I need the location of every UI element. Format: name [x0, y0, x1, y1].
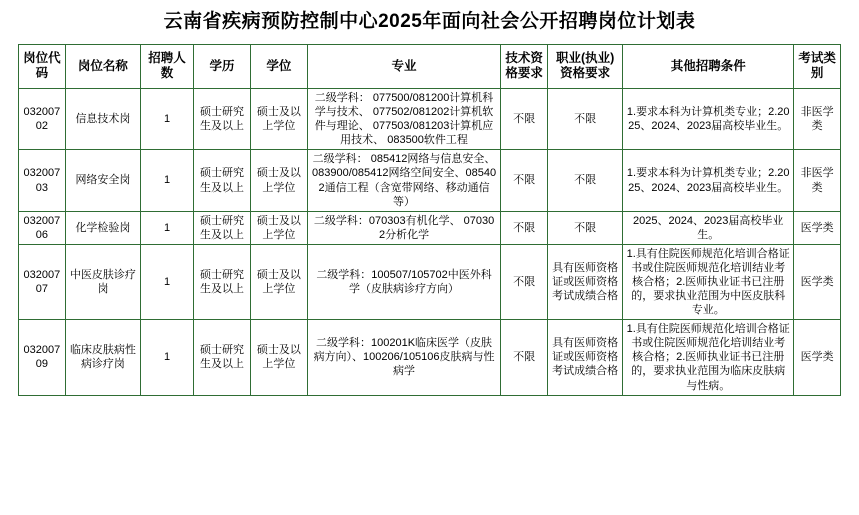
cell-degree: 硕士及以上学位	[250, 244, 307, 319]
table-row	[19, 320, 841, 395]
recruitment-plan-table	[18, 44, 841, 396]
column-header-tech-requirement: 技术资格要求	[501, 44, 548, 88]
cell-number: 1	[141, 211, 194, 244]
cell-professional-requirement: 不限	[547, 211, 622, 244]
cell-other-requirements: 1.具有住院医师规范化培训合格证书或住院医师规范化培训结业考核合格；2.医师执业证书已注册的，要求执业范围为临床皮肤病与性病。	[623, 320, 794, 395]
cell-tech-requirement: 不限	[501, 320, 548, 395]
column-header-professional-requirement: 职业(执业)资格要求	[547, 44, 622, 88]
cell-exam-category: 医学类	[794, 320, 841, 395]
cell-number: 1	[141, 320, 194, 395]
column-header-name: 岗位名称	[65, 44, 140, 88]
cell-tech-requirement: 不限	[501, 89, 548, 150]
column-header-code: 岗位代码	[19, 44, 66, 88]
cell-other-requirements: 1.要求本科为计算机类专业；2.2025、2024、2023届高校毕业生。	[623, 89, 794, 150]
cell-number: 1	[141, 89, 194, 150]
table-row	[19, 244, 841, 319]
cell-tech-requirement: 不限	[501, 150, 548, 211]
cell-degree: 硕士及以上学位	[250, 89, 307, 150]
cell-education: 硕士研究生及以上	[193, 211, 250, 244]
cell-exam-category: 非医学类	[794, 150, 841, 211]
cell-other-requirements: 1.要求本科为计算机类专业；2.2025、2024、2023届高校毕业生。	[623, 150, 794, 211]
cell-code: 03200703	[19, 150, 66, 211]
cell-professional-requirement: 不限	[547, 89, 622, 150]
cell-degree: 硕士及以上学位	[250, 150, 307, 211]
table-row	[19, 89, 841, 150]
cell-name: 信息技术岗	[65, 89, 140, 150]
table-header-row	[19, 44, 841, 88]
column-header-major: 专业	[307, 44, 500, 88]
cell-tech-requirement: 不限	[501, 244, 548, 319]
cell-other-requirements: 1.具有住院医师规范化培训合格证书或住院医师规范化培训结业考核合格；2.医师执业证书已注册的，要求执业范围为中医皮肤科专业。	[623, 244, 794, 319]
cell-major: 二级学科： 085412网络与信息安全、083900/085412网络空间安全、085402通信工程（含宽带网络、移动通信等）	[307, 150, 500, 211]
cell-major: 二级学科：100507/105702中医外科学（皮肤病诊疗方向）	[307, 244, 500, 319]
page-title: 云南省疾病预防控制中心2025年面向社会公开招聘岗位计划表	[163, 11, 696, 32]
cell-name: 化学检验岗	[65, 211, 140, 244]
cell-education: 硕士研究生及以上	[193, 244, 250, 319]
cell-major: 二级学科：070303有机化学、 070302分析化学	[307, 211, 500, 244]
column-header-exam-category: 考试类别	[794, 44, 841, 88]
cell-education: 硕士研究生及以上	[193, 320, 250, 395]
column-header-education: 学历	[193, 44, 250, 88]
cell-education: 硕士研究生及以上	[193, 150, 250, 211]
cell-exam-category: 医学类	[794, 211, 841, 244]
cell-exam-category: 非医学类	[794, 89, 841, 150]
cell-tech-requirement: 不限	[501, 211, 548, 244]
cell-major: 二级学科：100201K临床医学（皮肤病方向）、100206/105106皮肤病与性病学	[307, 320, 500, 395]
table-row	[19, 211, 841, 244]
cell-professional-requirement: 具有医师资格证或医师资格考试成绩合格	[547, 320, 622, 395]
cell-name: 中医皮肤诊疗岗	[65, 244, 140, 319]
cell-other-requirements: 2025、2024、2023届高校毕业生。	[623, 211, 794, 244]
column-header-number: 招聘人数	[141, 44, 194, 88]
cell-number: 1	[141, 244, 194, 319]
column-header-degree: 学位	[250, 44, 307, 88]
cell-code: 03200706	[19, 211, 66, 244]
cell-code: 03200702	[19, 89, 66, 150]
table-row	[19, 150, 841, 211]
cell-name: 网络安全岗	[65, 150, 140, 211]
cell-major: 二级学科： 077500/081200计算机科学与技术、 077502/081202计算机软件与理论、 077503/081203计算机应用技术、 083500软件工程	[307, 89, 500, 150]
cell-code: 03200707	[19, 244, 66, 319]
cell-code: 03200709	[19, 320, 66, 395]
cell-degree: 硕士及以上学位	[250, 211, 307, 244]
cell-number: 1	[141, 150, 194, 211]
cell-professional-requirement: 不限	[547, 150, 622, 211]
cell-professional-requirement: 具有医师资格证或医师资格考试成绩合格	[547, 244, 622, 319]
cell-education: 硕士研究生及以上	[193, 89, 250, 150]
cell-name: 临床皮肤病性病诊疗岗	[65, 320, 140, 395]
cell-exam-category: 医学类	[794, 244, 841, 319]
column-header-other-requirements: 其他招聘条件	[623, 44, 794, 88]
cell-degree: 硕士及以上学位	[250, 320, 307, 395]
